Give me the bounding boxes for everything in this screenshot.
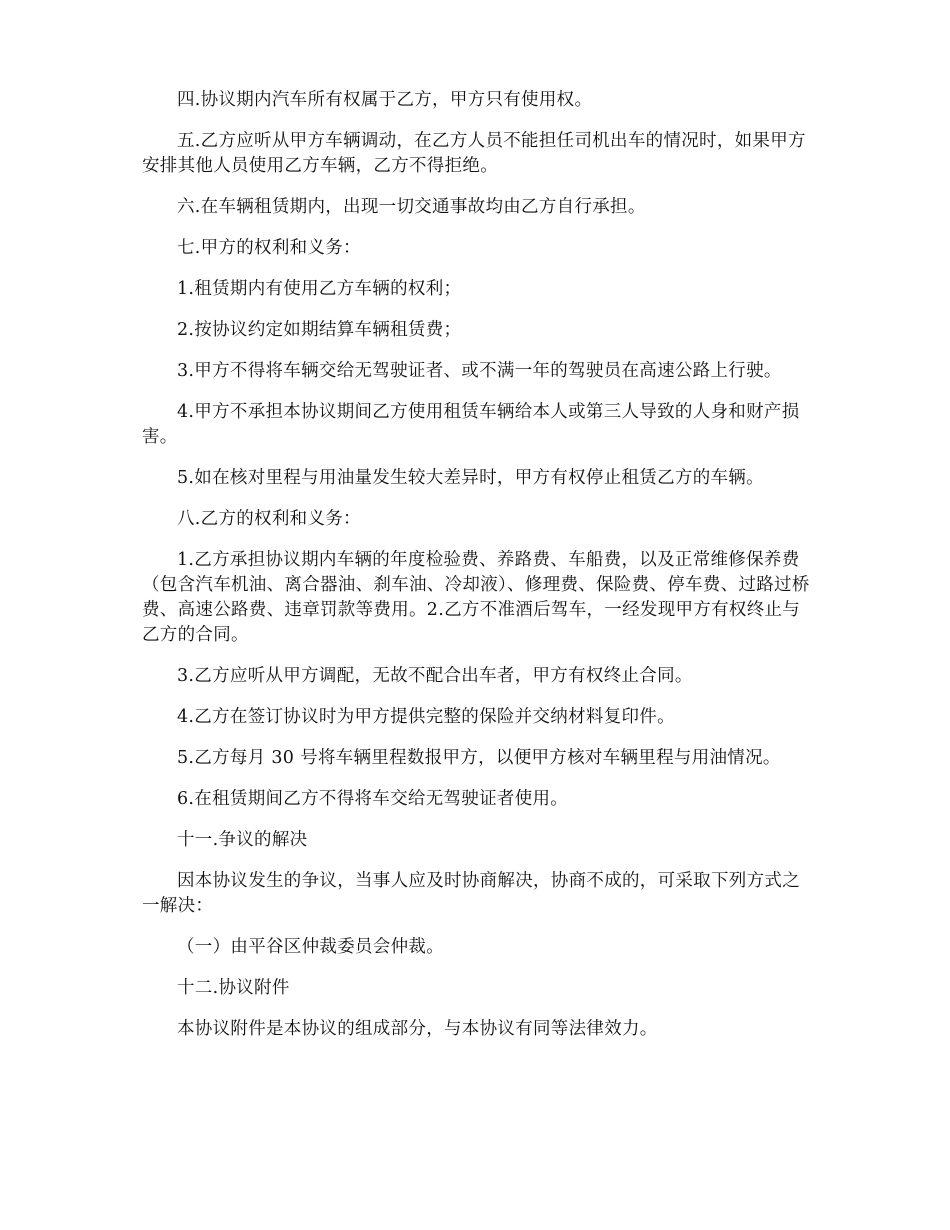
party-b-item-3: 3.乙方应听从甲方调配，无故不配合出车者，甲方有权终止合同。 [177,666,693,686]
attachments-text: 本协议附件是本协议的组成部分，与本协议有同等法律效力。 [177,1019,658,1039]
clause-6: 六.在车辆租赁期内，出现一切交通事故均由乙方自行承担。 [177,197,646,217]
party-b-item-4: 4.乙方在签订协议时为甲方提供完整的保险并交纳材料复印件。 [177,707,675,727]
party-b-item-1-2: 1.乙方承担协议期内车辆的年度检验费、养路费、车船费，以及正常维修保养费（包含汽车机油、离合器油、刹车油、冷却液）、修理费、保险费、停车费、过路过桥费、高速公路费、违章罚款等费用。2.乙方不准酒后驾车，一经发现甲方有权终止与乙方的合同。 [142,550,810,645]
section-heading-party-b: 八.乙方的权利和义务： [177,509,361,529]
document-body [142,88,812,1058]
section-heading-attachments: 十二.协议附件 [177,978,290,998]
party-a-item-2: 2.按协议约定如期结算车辆租赁费； [177,320,462,340]
section-heading-party-a: 七.甲方的权利和义务： [177,238,361,258]
party-a-item-5: 5.如在核对里程与用油量发生较大差异时，甲方有权停止租赁乙方的车辆。 [177,468,764,488]
party-a-item-4: 4.甲方不承担本协议期间乙方使用租赁车辆给本人或第三人导致的人身和财产损害。 [142,402,800,447]
party-a-item-3: 3.甲方不得将车辆交给无驾驶证者、或不满一年的驾驶员在高速公路上行驶。 [177,361,782,381]
party-b-item-5: 5.乙方每月 30 号将车辆里程数报甲方，以便甲方核对车辆里程与用油情况。 [177,748,781,768]
clause-4: 四.协议期内汽车所有权属于乙方，甲方只有使用权。 [177,90,593,110]
clause-5: 五.乙方应听从甲方车辆调动，在乙方人员不能担任司机出车的情况时，如果甲方安排其他人员使用乙方车辆，乙方不得拒绝。 [142,131,806,176]
dispute-text: 因本协议发生的争议，当事人应及时协商解决，协商不成的，可采取下列方式之一解决： [142,871,800,916]
party-b-item-6: 6.在租赁期间乙方不得将车交给无驾驶证者使用。 [177,789,569,809]
party-a-item-1: 1.租赁期内有使用乙方车辆的权利； [177,279,462,299]
dispute-option-1: （一）由平谷区仲裁委员会仲裁。 [177,937,444,957]
section-heading-dispute: 十一.争议的解决 [177,830,308,850]
